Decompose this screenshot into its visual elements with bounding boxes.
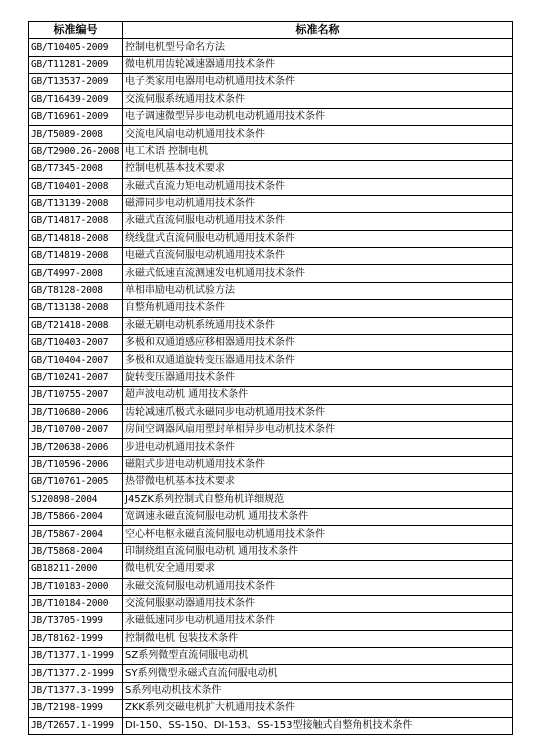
standard-name-cell: 磁阻式步进电动机通用技术条件 xyxy=(123,456,513,473)
table-row xyxy=(29,74,513,91)
table-row xyxy=(29,335,513,352)
standards-table xyxy=(28,21,513,735)
standard-code-cell: GB/T10401-2008 xyxy=(29,178,123,195)
standard-name-cell: S系列电动机技术条件 xyxy=(123,682,513,699)
standard-name-cell: 多极和双通道旋转变压器通用技术条件 xyxy=(123,352,513,369)
standard-name-cell: 微电机用齿轮减速器通用技术条件 xyxy=(123,56,513,73)
table-row xyxy=(29,108,513,125)
standard-name-cell: 印制绕组直流伺服电动机 通用技术条件 xyxy=(123,543,513,560)
table-row xyxy=(29,613,513,630)
standard-name-cell: 交流伺服驱动器通用技术条件 xyxy=(123,595,513,612)
standard-name-cell: 电子类家用电器用电动机通用技术条件 xyxy=(123,74,513,91)
standard-name-cell: 永磁式直流力矩电动机通用技术条件 xyxy=(123,178,513,195)
table-row xyxy=(29,143,513,160)
standard-name-cell: SY系列微型永磁式直流伺服电动机 xyxy=(123,665,513,682)
standard-name-cell: 步进电动机通用技术条件 xyxy=(123,439,513,456)
standard-name-cell: 交流电风扇电动机通用技术条件 xyxy=(123,126,513,143)
standard-code-cell: JB/T2657.1-1999 xyxy=(29,717,123,734)
table-row xyxy=(29,665,513,682)
standard-code-cell: JB/T10680-2006 xyxy=(29,404,123,421)
standard-code-cell: GB/T13537-2009 xyxy=(29,74,123,91)
table-row xyxy=(29,474,513,491)
standard-code-cell: JB/T5866-2004 xyxy=(29,508,123,525)
table-row xyxy=(29,265,513,282)
table-row xyxy=(29,700,513,717)
standard-name-cell: 电工术语 控制电机 xyxy=(123,143,513,160)
table-row xyxy=(29,282,513,299)
standard-code-cell: JB/T8162-1999 xyxy=(29,630,123,647)
standard-name-cell: 磁滞同步电动机通用技术条件 xyxy=(123,195,513,212)
standard-code-cell: GB/T13138-2008 xyxy=(29,300,123,317)
standard-code-cell: GB/T7345-2008 xyxy=(29,161,123,178)
standard-code-cell: GB/T10403-2007 xyxy=(29,335,123,352)
standard-name-cell: DI-150、SS-150、DI-153、SS-153型接触式自整角机技术条件 xyxy=(123,717,513,734)
standard-name-cell: 控制电机型号命名方法 xyxy=(123,39,513,56)
standard-name-cell: 齿轮减速爪极式永磁同步电动机通用技术条件 xyxy=(123,404,513,421)
standard-name-cell: 微电机安全通用要求 xyxy=(123,561,513,578)
standard-name-cell: 宽调速永磁直流伺服电动机 通用技术条件 xyxy=(123,508,513,525)
standard-name-cell: 永磁式直流伺服电动机通用技术条件 xyxy=(123,213,513,230)
table-row xyxy=(29,578,513,595)
table-row xyxy=(29,648,513,665)
standard-name-cell: 旋转变压器通用技术条件 xyxy=(123,369,513,386)
table-row xyxy=(29,387,513,404)
standard-code-cell: GB/T2900.26-2008 xyxy=(29,143,123,160)
table-row xyxy=(29,213,513,230)
standard-name-cell: 超声波电动机 通用技术条件 xyxy=(123,387,513,404)
standard-name-cell: ZKK系列交磁电机扩大机通用技术条件 xyxy=(123,700,513,717)
table-row xyxy=(29,491,513,508)
standard-code-cell: JB/T10700-2007 xyxy=(29,421,123,438)
standard-code-cell: JB/T10596-2006 xyxy=(29,456,123,473)
table-row xyxy=(29,508,513,525)
standard-code-cell: GB/T8128-2008 xyxy=(29,282,123,299)
standard-code-cell: GB/T14818-2008 xyxy=(29,230,123,247)
standard-name-cell: 自整角机通用技术条件 xyxy=(123,300,513,317)
table-row xyxy=(29,161,513,178)
standard-code-cell: GB/T10404-2007 xyxy=(29,352,123,369)
table-row xyxy=(29,404,513,421)
standard-name-cell: 交流伺服系统通用技术条件 xyxy=(123,91,513,108)
standard-name-cell: 单相串励电动机试验方法 xyxy=(123,282,513,299)
standard-name-cell: 控制微电机 包装技术条件 xyxy=(123,630,513,647)
standard-name-cell: 控制电机基本技术要求 xyxy=(123,161,513,178)
standard-code-cell: JB/T20638-2006 xyxy=(29,439,123,456)
header-row xyxy=(29,22,513,39)
table-row xyxy=(29,39,513,56)
table-row xyxy=(29,230,513,247)
table-row xyxy=(29,595,513,612)
standard-name-cell: 电子调速微型异步电动机电动机通用技术条件 xyxy=(123,108,513,125)
standard-code-cell: JB/T1377.3-1999 xyxy=(29,682,123,699)
standard-name-cell: 绕线盘式直流伺服电动机通用技术条件 xyxy=(123,230,513,247)
standard-code-cell: JB/T1377.1-1999 xyxy=(29,648,123,665)
standard-code-cell: GB/T14817-2008 xyxy=(29,213,123,230)
standard-code-cell: GB/T14819-2008 xyxy=(29,248,123,265)
table-row xyxy=(29,439,513,456)
standard-code-cell: JB/T2198-1999 xyxy=(29,700,123,717)
table-row xyxy=(29,126,513,143)
standard-name-cell: 永磁低速同步电动机通用技术条件 xyxy=(123,613,513,630)
standard-code-cell: GB18211-2000 xyxy=(29,561,123,578)
table-row xyxy=(29,526,513,543)
standard-name-cell: 永磁交流伺服电动机通用技术条件 xyxy=(123,578,513,595)
table-row xyxy=(29,630,513,647)
standard-name-cell: 多极和双通道感应移相器通用技术条件 xyxy=(123,335,513,352)
standard-code-cell: GB/T16439-2009 xyxy=(29,91,123,108)
standard-name-cell: 永磁式低速直流测速发电机通用技术条件 xyxy=(123,265,513,282)
standard-code-cell: GB/T11281-2009 xyxy=(29,56,123,73)
table-row xyxy=(29,56,513,73)
table-row xyxy=(29,421,513,438)
standard-name-cell: 空心杯电枢永磁直流伺服电动机通用技术条件 xyxy=(123,526,513,543)
table-row xyxy=(29,456,513,473)
header-standard-name: 标准名称 xyxy=(123,22,513,39)
table-row xyxy=(29,91,513,108)
table-row xyxy=(29,369,513,386)
standard-name-cell: 热带微电机基本技术要求 xyxy=(123,474,513,491)
standard-code-cell: JB/T5868-2004 xyxy=(29,543,123,560)
standard-code-cell: JB/T5089-2008 xyxy=(29,126,123,143)
standard-code-cell: GB/T16961-2009 xyxy=(29,108,123,125)
standards-table-body xyxy=(29,39,513,735)
standard-name-cell: 房间空调器风扇用塑封单相异步电动机技术条件 xyxy=(123,421,513,438)
table-row xyxy=(29,561,513,578)
standard-code-cell: GB/T13139-2008 xyxy=(29,195,123,212)
standard-code-cell: SJ20898-2004 xyxy=(29,491,123,508)
table-row xyxy=(29,178,513,195)
standard-code-cell: GB/T10241-2007 xyxy=(29,369,123,386)
standard-name-cell: J45ZK系列控制式自整角机详细规范 xyxy=(123,491,513,508)
table-row xyxy=(29,543,513,560)
table-row xyxy=(29,195,513,212)
table-row xyxy=(29,717,513,734)
standard-name-cell: 电磁式直流伺服电动机通用技术条件 xyxy=(123,248,513,265)
table-row xyxy=(29,682,513,699)
standard-code-cell: GB/T4997-2008 xyxy=(29,265,123,282)
standard-name-cell: 永磁无刷电动机系统通用技术条件 xyxy=(123,317,513,334)
standard-code-cell: GB/T10405-2009 xyxy=(29,39,123,56)
standard-code-cell: JB/T10183-2000 xyxy=(29,578,123,595)
standard-code-cell: GB/T21418-2008 xyxy=(29,317,123,334)
standard-code-cell: JB/T10755-2007 xyxy=(29,387,123,404)
table-row xyxy=(29,300,513,317)
standard-code-cell: GB/T10761-2005 xyxy=(29,474,123,491)
table-row xyxy=(29,248,513,265)
standard-code-cell: JB/T10184-2000 xyxy=(29,595,123,612)
table-row xyxy=(29,352,513,369)
table-row xyxy=(29,317,513,334)
standard-code-cell: JB/T3705-1999 xyxy=(29,613,123,630)
standard-code-cell: JB/T1377.2-1999 xyxy=(29,665,123,682)
standard-name-cell: SZ系列微型直流伺服电动机 xyxy=(123,648,513,665)
header-standard-code: 标准编号 xyxy=(29,22,123,39)
standard-code-cell: JB/T5867-2004 xyxy=(29,526,123,543)
